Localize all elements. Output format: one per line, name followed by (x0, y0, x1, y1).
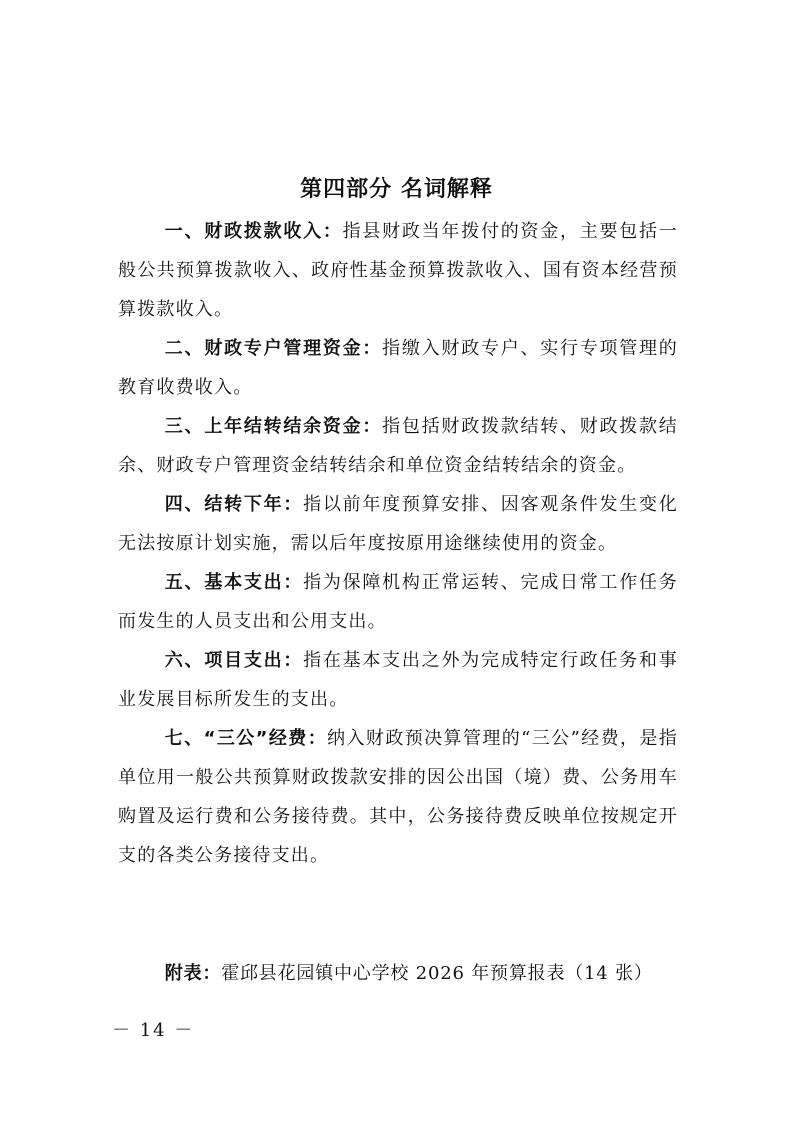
term-label: 五、基本支出： (164, 572, 304, 593)
term-definition: 指在基本支出之外为完成特定行政任务和事业发展目标所发生的支出。 (118, 650, 678, 710)
term-label: 二、财政专户管理资金： (164, 338, 383, 359)
term-definition: 纳入财政预决算管理的“三公”经费，是指单位用一般公共预算财政拨款安排的因公出国（境）费、公务用车购置及运行费和公务接待费。其中，公务接待费反映单位按规定开支的各类公务接待支出。 (118, 728, 678, 866)
glossary-item-prior-year-carryover (118, 407, 678, 485)
appendix-text: 霍邱县花园镇中心学校 2026 年预算报表（14 张） (221, 963, 653, 984)
page-number: － 14 － (112, 1020, 195, 1041)
appendix-note (118, 954, 678, 993)
term-definition: 指以前年度预算安排、因客观条件发生变化无法按原计划实施，需以后年度按原用途继续使用的资金。 (118, 494, 678, 554)
term-label: 六、项目支出： (164, 650, 304, 671)
glossary-item-carryover-next-year (118, 485, 678, 563)
term-definition: 指县财政当年拨付的资金，主要包括一般公共预算拨款收入、政府性基金预算拨款收入、国有资本经营预算拨款收入。 (118, 221, 678, 320)
term-label: 一、财政拨款收入： (164, 221, 343, 242)
term-label: 七、“三公”经费： (164, 728, 328, 749)
glossary-item-project-expenditure (118, 641, 678, 719)
glossary-item-three-public-expenses (118, 719, 678, 875)
appendix-label: 附表： (164, 963, 222, 984)
term-definition: 指缴入财政专户、实行专项管理的教育收费收入。 (118, 338, 678, 398)
term-label: 四、结转下年： (164, 494, 304, 515)
glossary-item-basic-expenditure (118, 563, 678, 641)
term-label: 三、上年结转结余资金： (164, 416, 383, 437)
term-definition: 指为保障机构正常运转、完成日常工作任务而发生的人员支出和公用支出。 (118, 572, 678, 632)
glossary-item-financial-appropriation-income (118, 212, 678, 329)
term-definition: 指包括财政拨款结转、财政拨款结余、财政专户管理资金结转结余和单位资金结转结余的资金。 (118, 416, 678, 476)
glossary-body (118, 212, 678, 875)
glossary-item-special-account-funds (118, 329, 678, 407)
section-title: 第四部分 名词解释 (300, 177, 493, 202)
